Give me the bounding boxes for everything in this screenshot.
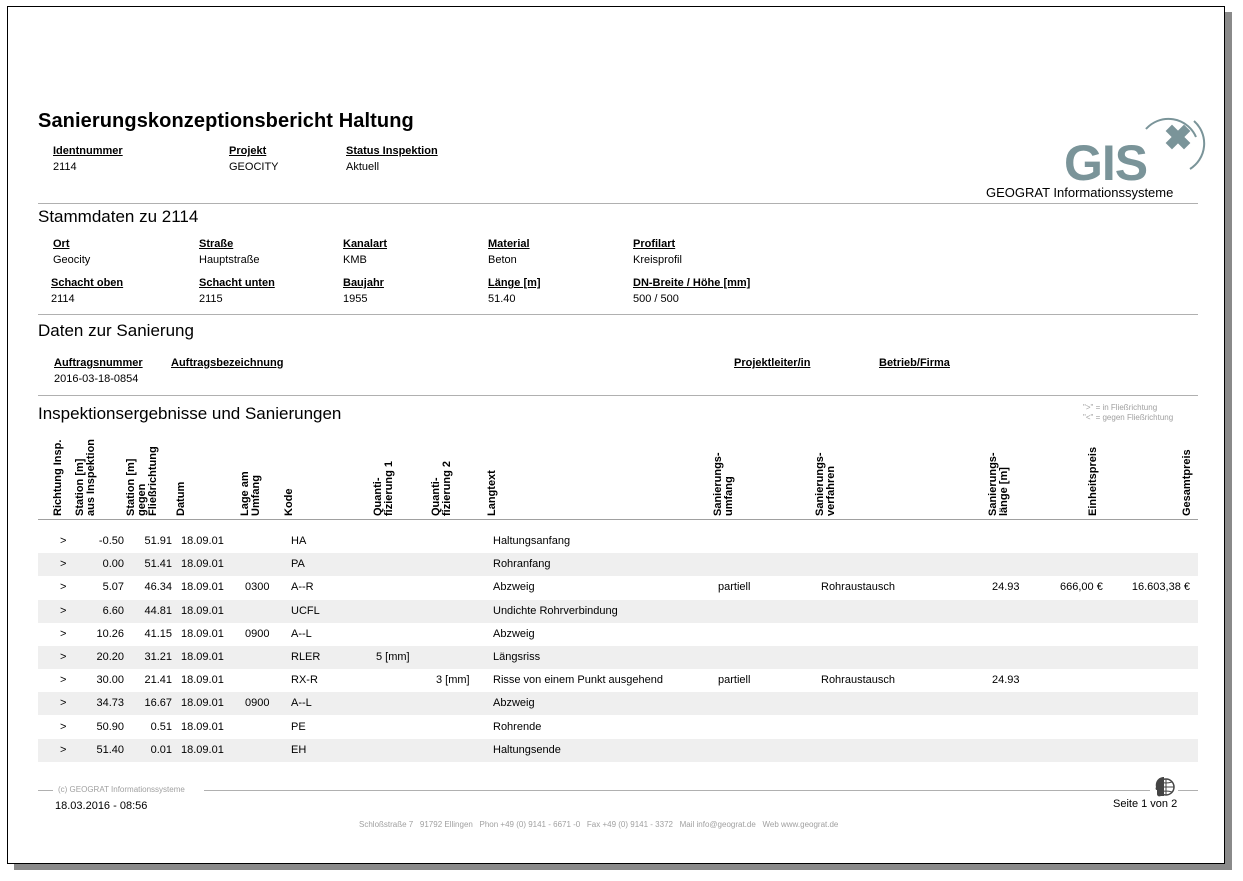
cell-langtext: Haltungsanfang (493, 535, 571, 547)
identnummer-label: Identnummer (53, 145, 123, 157)
cell-kode: RLER (291, 651, 321, 663)
cell-langtext: Rohrende (493, 720, 542, 733)
table-row (38, 600, 1198, 623)
report-title: Sanierungskonzeptionsbericht Haltung (38, 110, 414, 132)
column-header-line: Fließrichtung (147, 446, 159, 516)
table-row (38, 623, 1198, 646)
cell-station-gegen: 21.41 (144, 674, 172, 687)
legend-in-flow: ">" = in Fließrichtung (1083, 403, 1158, 412)
column-header-line: fizierung 1 (383, 460, 395, 516)
table-row (38, 739, 1198, 762)
cell-kode: PE (291, 720, 306, 733)
globe-head-icon (1153, 776, 1175, 798)
profilart-value: Kreisprofil (633, 254, 682, 266)
footer-line (204, 790, 1150, 791)
cell-station-gegen: 44.81 (144, 604, 172, 617)
column-header-line: verfahren (825, 465, 837, 516)
strasse-label: Straße (199, 238, 234, 250)
cell-station-gegen: 41.15 (144, 627, 172, 640)
cell-station-insp: 30.00 (96, 674, 124, 687)
cell-langtext: Abzweig (493, 697, 535, 710)
cell-datum: 18.09.01 (181, 558, 224, 571)
cell-kode: A--L (291, 697, 312, 710)
cell-richtung: > (60, 674, 67, 687)
cell-langtext: Abzweig (493, 627, 535, 640)
gis-logo-graphic (1058, 107, 1208, 185)
cell-umfang: partiell (718, 581, 751, 594)
baujahr-label: Baujahr (343, 277, 384, 289)
cell-langtext: Risse von einem Punkt ausgehend (493, 674, 663, 687)
column-header-langtext (487, 470, 498, 516)
auftragsnummer-label: Auftragsnummer (54, 357, 143, 369)
schacht-oben-label: Schacht oben (51, 277, 124, 289)
column-header-line: Langtext (486, 470, 498, 516)
cell-kode: PA (291, 558, 305, 571)
kanalart-label: Kanalart (343, 238, 388, 250)
cell-datum: 18.09.01 (181, 535, 224, 547)
cell-datum: 18.09.01 (181, 651, 224, 663)
column-header-datum (176, 482, 187, 516)
footer-copyright: (c) GEOGRAT Informationssysteme (58, 785, 185, 794)
cell-quant1: 5 [mm] (376, 651, 410, 663)
cell-langtext: Rohranfang (493, 558, 551, 571)
column-header-gesamtpreis (1182, 449, 1193, 516)
cell-richtung: > (60, 743, 67, 756)
projekt-value: GEOCITY (229, 161, 279, 173)
cell-langtext: Längsriss (493, 651, 541, 663)
cell-kode: A--R (291, 581, 314, 594)
cell-datum: 18.09.01 (181, 581, 224, 594)
strasse-value: Hauptstraße (199, 254, 260, 266)
gis-logo-text: GIS (1064, 135, 1148, 185)
column-header-line: Quanti- (430, 477, 442, 516)
legend-against-flow: "<" = gegen Fließrichtung (1083, 413, 1174, 422)
cell-datum: 18.09.01 (181, 743, 224, 756)
cell-richtung: > (60, 720, 67, 733)
cell-station-insp: 5.07 (102, 581, 124, 594)
divider (38, 395, 1198, 396)
column-header-line: Station [m] (74, 458, 86, 516)
status-inspektion-label: Status Inspektion (346, 145, 438, 157)
cell-station-insp: 10.26 (96, 627, 124, 640)
dn-value: 500 / 500 (633, 293, 679, 305)
schacht-unten-value: 2115 (199, 293, 223, 305)
stammdaten-heading: Stammdaten zu 2114 (38, 207, 199, 226)
auftragsbezeichnung-label: Auftragsbezeichnung (171, 357, 284, 369)
column-header-line: umfang (723, 476, 735, 516)
footer-timestamp: 18.03.2016 - 08:56 (55, 800, 148, 812)
status-inspektion-value: Aktuell (346, 161, 380, 173)
cell-station-insp: 34.73 (96, 697, 124, 710)
column-header-line: Sanierungs- (814, 452, 826, 516)
column-header-line: Richtung Insp. (52, 439, 64, 516)
column-header-line: Umfang (250, 475, 262, 516)
column-header-line: länge [m] (998, 467, 1010, 516)
ort-label: Ort (53, 238, 70, 250)
cell-richtung: > (60, 535, 67, 547)
cell-richtung: > (60, 558, 67, 571)
table-row (38, 716, 1198, 739)
footer-line-right (1178, 790, 1198, 791)
cell-station-gegen: 31.21 (144, 651, 172, 663)
cell-lage: 0300 (245, 581, 270, 594)
laenge-label: Länge [m] (488, 277, 541, 289)
cell-langtext: Abzweig (493, 581, 535, 594)
cell-kode: RX-R (291, 674, 318, 687)
cell-richtung: > (60, 651, 67, 663)
cell-laenge: 24.93 (992, 581, 1020, 594)
cell-kode: HA (291, 535, 307, 547)
cell-datum: 18.09.01 (181, 604, 224, 617)
column-header-line: Sanierungs- (712, 452, 724, 516)
projekt-label: Projekt (229, 145, 267, 157)
column-header-station-insp (75, 439, 97, 516)
cell-datum: 18.09.01 (181, 720, 224, 733)
column-header-line: Station [m] (125, 458, 137, 516)
kanalart-value: KMB (343, 254, 367, 266)
cell-station-gegen: 51.91 (144, 535, 172, 547)
dn-label: DN-Breite / Höhe [mm] (633, 277, 751, 289)
cell-station-insp: 51.40 (96, 743, 124, 756)
cell-lage: 0900 (245, 697, 270, 710)
sanierung-heading: Daten zur Sanierung (38, 321, 194, 340)
column-header-verfahren (815, 452, 837, 516)
cell-langtext: Undichte Rohrverbindung (493, 604, 618, 617)
schacht-oben-value: 2114 (51, 293, 75, 305)
baujahr-value: 1955 (343, 293, 368, 305)
betrieb-label: Betrieb/Firma (879, 357, 950, 369)
cell-lage: 0900 (245, 627, 270, 640)
identnummer-value: 2114 (53, 161, 77, 173)
inspektion-heading: Inspektionsergebnisse und Sanierungen (38, 404, 342, 423)
footer-line-left (38, 790, 53, 791)
cell-langtext: Haltungsende (493, 743, 561, 756)
cell-richtung: > (60, 627, 67, 640)
cell-datum: 18.09.01 (181, 627, 224, 640)
table-row (38, 576, 1198, 599)
cell-verfahren: Rohraustausch (821, 581, 895, 594)
table-row (38, 669, 1198, 692)
column-header-line: Sanierungs- (987, 452, 999, 516)
divider (38, 203, 1198, 204)
cell-richtung: > (60, 697, 67, 710)
column-header-quant1 (373, 461, 395, 516)
cell-station-insp: 20.20 (96, 651, 124, 663)
column-header-lage (240, 471, 262, 516)
column-header-station-gegen (126, 446, 159, 516)
header-divider (38, 519, 1198, 520)
column-header-quant2 (431, 461, 453, 516)
cell-station-insp: -0.50 (98, 535, 124, 547)
cell-station-gegen: 51.41 (144, 558, 172, 571)
cell-laenge: 24.93 (992, 674, 1020, 687)
gis-logo (1058, 107, 1208, 185)
auftragsnummer-value: 2016-03-18-0854 (54, 373, 139, 385)
cell-kode: EH (291, 743, 307, 756)
column-header-einheitspreis (1088, 447, 1099, 516)
column-header-richtung (53, 440, 64, 516)
direction-legend (1083, 403, 1173, 423)
page-number: Seite 1 von 2 (1113, 798, 1178, 810)
cell-station-insp: 0.00 (102, 558, 124, 571)
company-name: GEOGRAT Informationssysteme (986, 185, 1174, 200)
cell-station-gegen: 46.34 (144, 581, 172, 594)
divider (38, 314, 1198, 315)
column-header-line: Einheitspreis (1087, 446, 1099, 516)
cell-station-gegen: 0.51 (150, 720, 172, 733)
column-header-line: Quanti- (372, 477, 384, 516)
column-header-line: fizierung 2 (441, 460, 453, 516)
cell-richtung: > (60, 604, 67, 617)
projektleiter-label: Projektleiter/in (734, 357, 811, 369)
material-label: Material (488, 238, 530, 250)
table-row (38, 530, 1198, 553)
cell-verfahren: Rohraustausch (821, 674, 895, 687)
column-header-umfang (713, 452, 735, 516)
laenge-value: 51.40 (488, 293, 516, 305)
column-header-line: aus Inspektion (85, 438, 97, 516)
table-header (8, 428, 1226, 518)
cell-einheitspreis: 666,00 € (1060, 581, 1103, 594)
cell-station-gegen: 16.67 (144, 697, 172, 710)
ort-value: Geocity (53, 254, 91, 266)
table-row (38, 646, 1198, 669)
cell-station-insp: 6.60 (102, 604, 124, 617)
cell-station-gegen: 0.01 (150, 743, 172, 756)
cell-kode: A--L (291, 627, 312, 640)
profilart-label: Profilart (633, 238, 676, 250)
cell-umfang: partiell (718, 674, 751, 687)
table-row (38, 692, 1198, 715)
report-page (7, 6, 1225, 864)
table-row (38, 553, 1198, 576)
column-header-line: Kode (283, 488, 295, 516)
column-header-line: gegen (136, 483, 148, 516)
cell-richtung: > (60, 581, 67, 594)
cell-station-insp: 50.90 (96, 720, 124, 733)
column-header-line: Datum (175, 481, 187, 516)
cell-gesamtpreis: 16.603,38 € (1131, 581, 1190, 594)
column-header-line: Lage am (239, 471, 251, 516)
cell-kode: UCFL (291, 604, 320, 617)
material-value: Beton (488, 254, 517, 266)
column-header-kode (284, 489, 295, 517)
schacht-unten-label: Schacht unten (199, 277, 275, 289)
cell-datum: 18.09.01 (181, 697, 224, 710)
column-header-line: Gesamtpreis (1181, 449, 1193, 516)
footer-address: Schloßstraße 7 91792 Ellingen Phon +49 (0) 9141 - 6671 -0 Fax +49 (0) 9141 - 3372 Mail info@geograt.de Web www.geograt.de (359, 820, 839, 829)
cell-quant2: 3 [mm] (436, 674, 470, 687)
cell-datum: 18.09.01 (181, 674, 224, 687)
column-header-laenge (988, 452, 1010, 516)
